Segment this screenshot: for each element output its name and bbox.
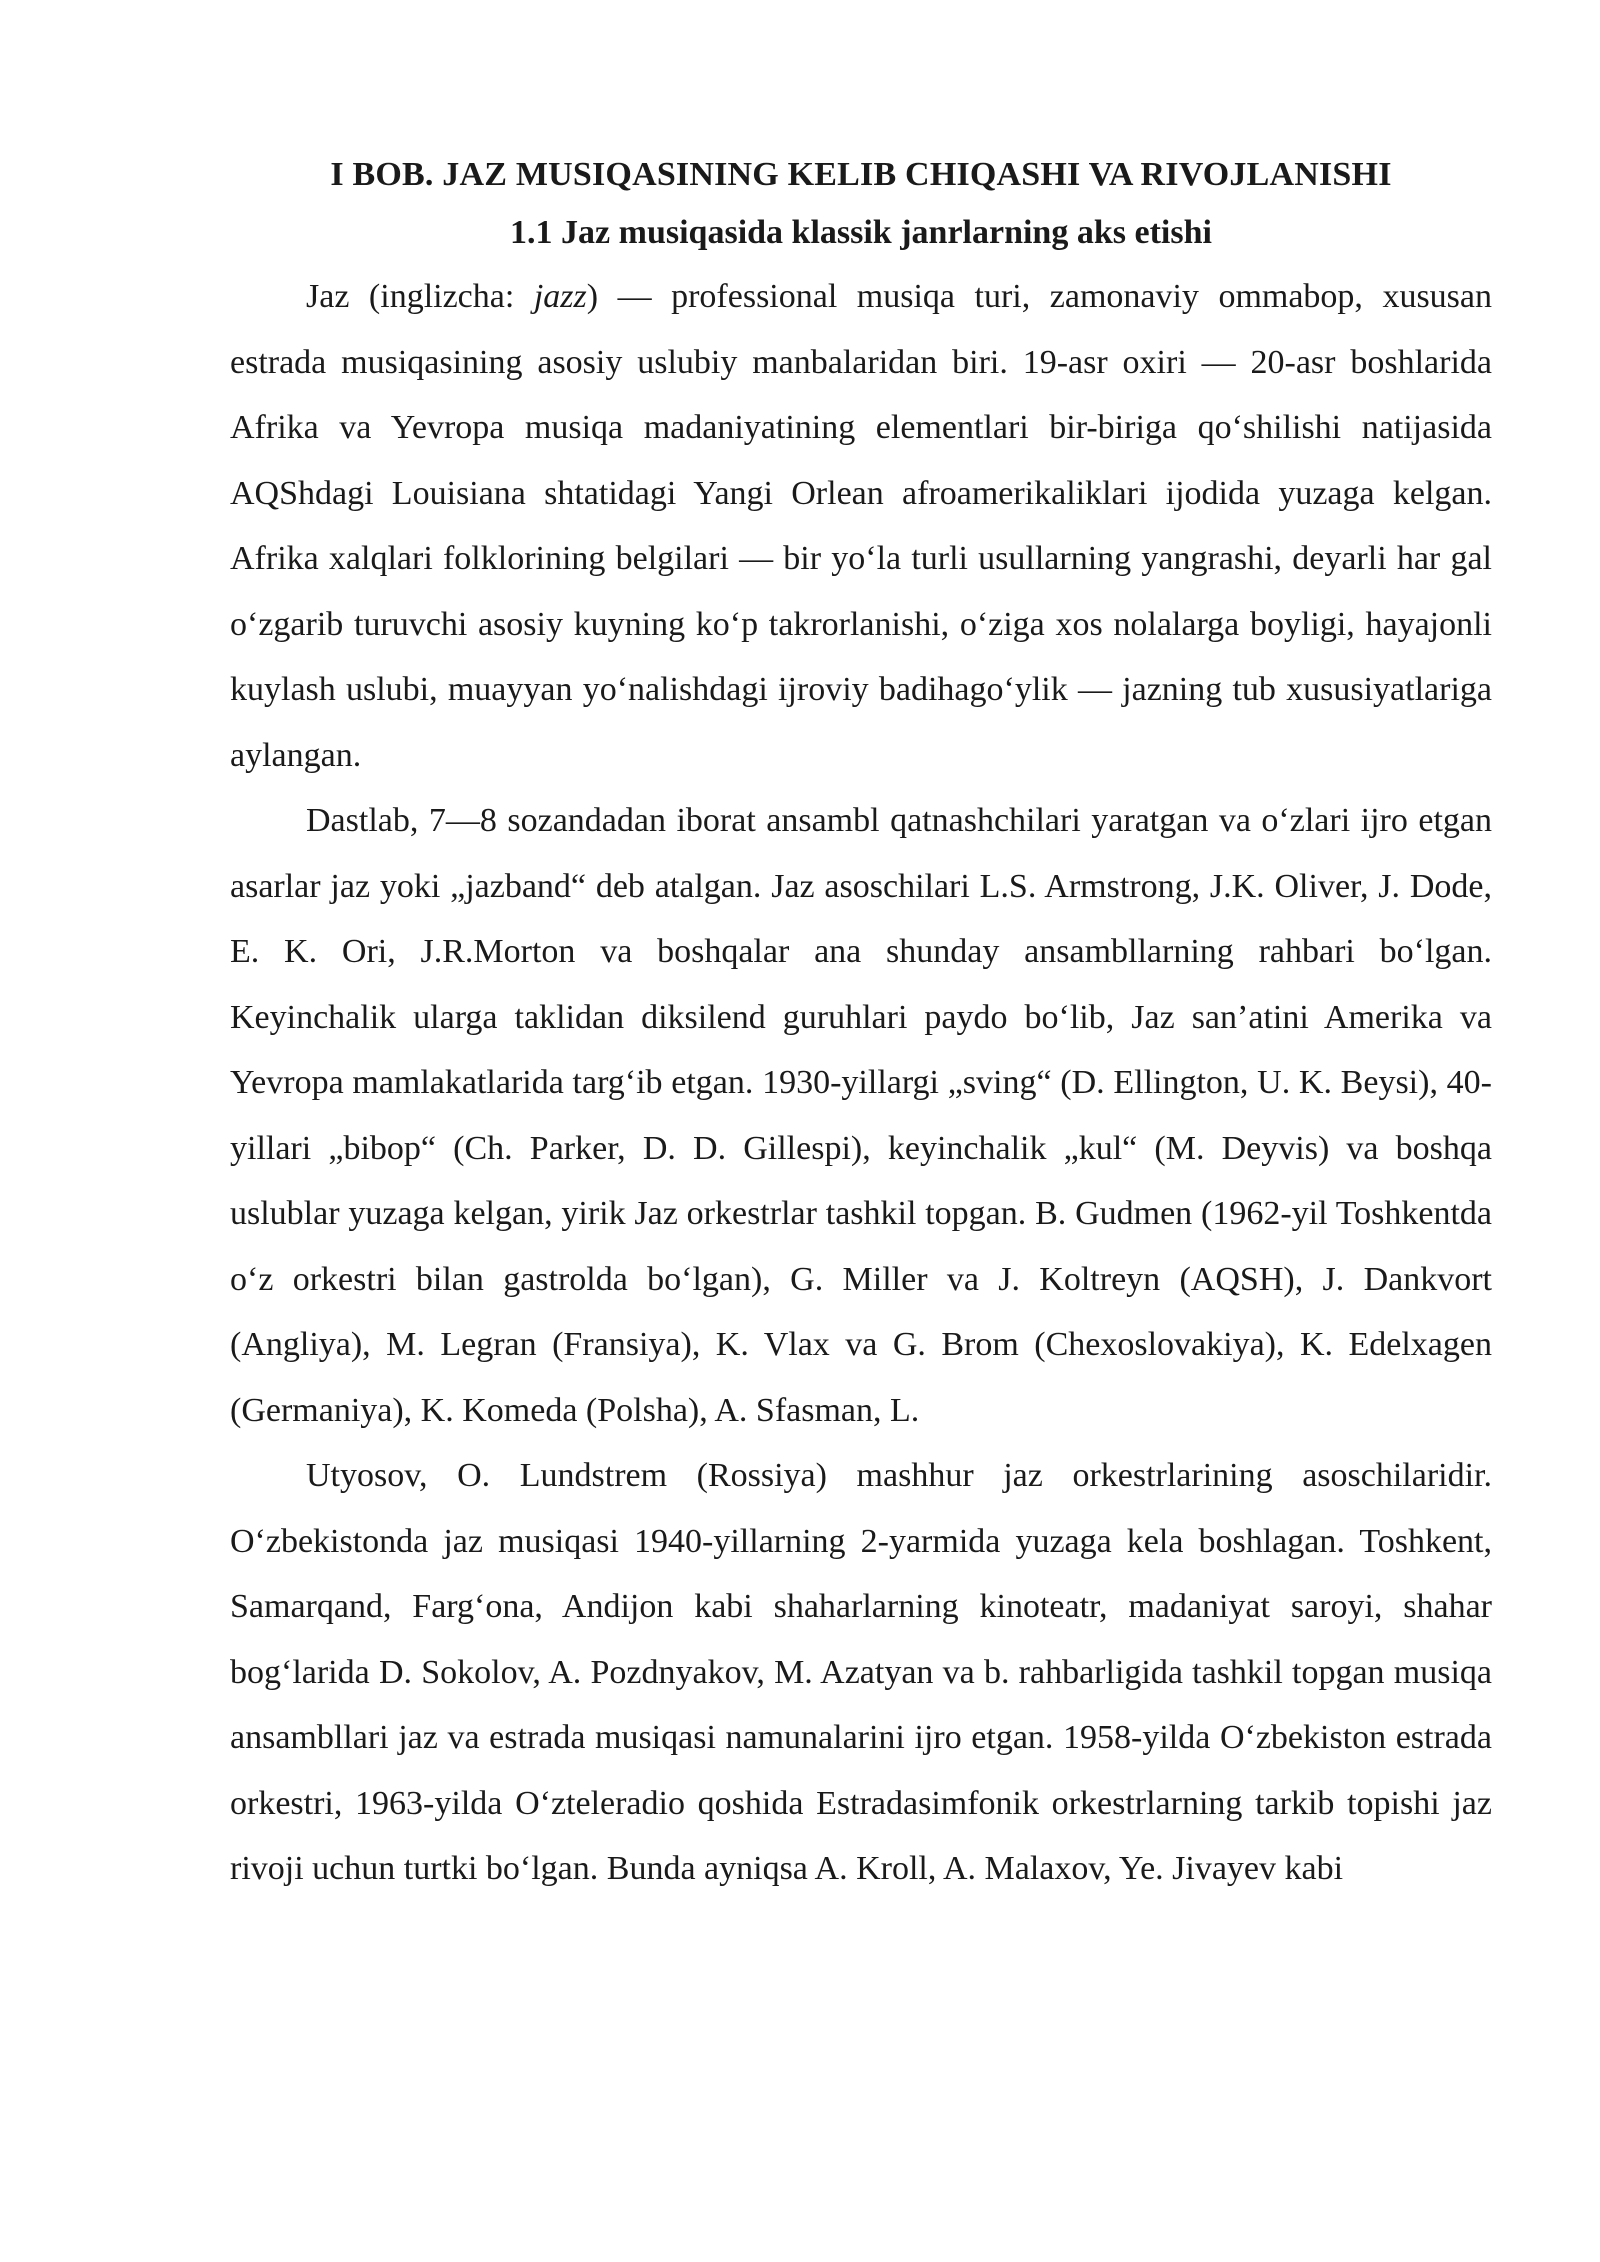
paragraph-lead-text: Jaz (inglizcha: <box>306 278 534 315</box>
paragraph-jazz-definition <box>230 264 1492 788</box>
chapter-title: I BOB. JAZ MUSIQASINING KELIB CHIQASHI VA RIVOJLANISHI <box>330 156 1392 193</box>
paragraph-jazz-uzbekistan: Utyosov, O. Lundstrem (Rossiya) mashhur jaz orkestrlarining asoschilaridir. O‘zbekistonda jaz musiqasi 1940-yillarning 2-yarmida yuzaga kela boshlagan. Toshkent, Samarqand, Farg‘ona, Andijon kabi shaharlarning kinoteatr, madaniyat saroyi, shahar bog‘larida D. Sokolov, A. Pozdnyakov, M. Azatyan va b. rahbarligida tashkil topgan musiqa ansambllari jaz va estrada musiqasi namunalarini ijro etgan. 1958-yilda O‘zbekiston estrada orkestri, 1963-yilda O‘zteleradio qoshida Estradasimfonik orkestrlarning tarkib topishi jaz rivoji uchun turtki bo‘lgan. Bunda ayniqsa A. Kroll, A. Malaxov, Ye. Jivayev kabi <box>230 1457 1492 1887</box>
section-title: 1.1 Jaz musiqasida klassik janrlarning aks etishi <box>510 214 1212 251</box>
paragraph-jazz-history: Dastlab, 7—8 sozandadan iborat ansambl qatnashchilari yaratgan va o‘zlari ijro etgan asarlar jaz yoki „jazband“ deb atalgan. Jaz asoschilari L.S. Armstrong, J.K. Oliver, J. Dode, E. K. Ori, J.R.Morton va boshqalar ana shunday ansambllarning rahbari bo‘lgan. Keyinchalik ularga taklidan diksilend guruhlari paydo bo‘lib, Jaz san’atini Amerika va Yevropa mamlakatlarida targ‘ib etgan. 1930-yillargi „sving“ (D. Ellington, U. K. Beysi), 40-yillari „bibop“ (Ch. Parker, D. D. Gillespi), keyinchalik „kul“ (M. Deyvis) va boshqa uslublar yuzaga kelgan, yirik Jaz orkestrlar tashkil topgan. B. Gudmen (1962-yil Toshkentda o‘z orkestri bilan gastrolda bo‘lgan), G. Miller va J. Koltreyn (AQSH), J. Dankvort (Angliya), M. Legran (Fransiya), K. Vlax va G. Brom (Chexoslovakiya), K. Edelxagen (Germaniya), K. Komeda (Polsha), A. Sfasman, L. <box>230 802 1492 1429</box>
document-body <box>230 148 1492 1902</box>
italic-term: jazz <box>533 278 587 315</box>
paragraph-rest-text: ) — professional musiqa turi, zamonaviy ommabop, xususan estrada musiqasining asosiy uslubiy manbalaridan biri. 19-asr oxiri — 20-asr boshlarida Afrika va Yevropa musiqa madaniyatining elementlari bir-biriga qo‘shilishi natijasida AQShdagi Louisiana shtatidagi Yangi Orlean afroamerikaliklari ijodida yuzaga kelgan. Afrika xalqlari folklorining belgilari — bir yo‘la turli usullarning yangrashi, deyarli har gal o‘zgarib turuvchi asosiy kuyning ko‘p takrorlanishi, o‘ziga xos nolalarga boyligi, hayajonli kuylash uslubi, muayyan yo‘nalishdagi ijroviy badihago‘ylik — jazning tub xususiyatlariga aylangan. <box>230 278 1492 774</box>
